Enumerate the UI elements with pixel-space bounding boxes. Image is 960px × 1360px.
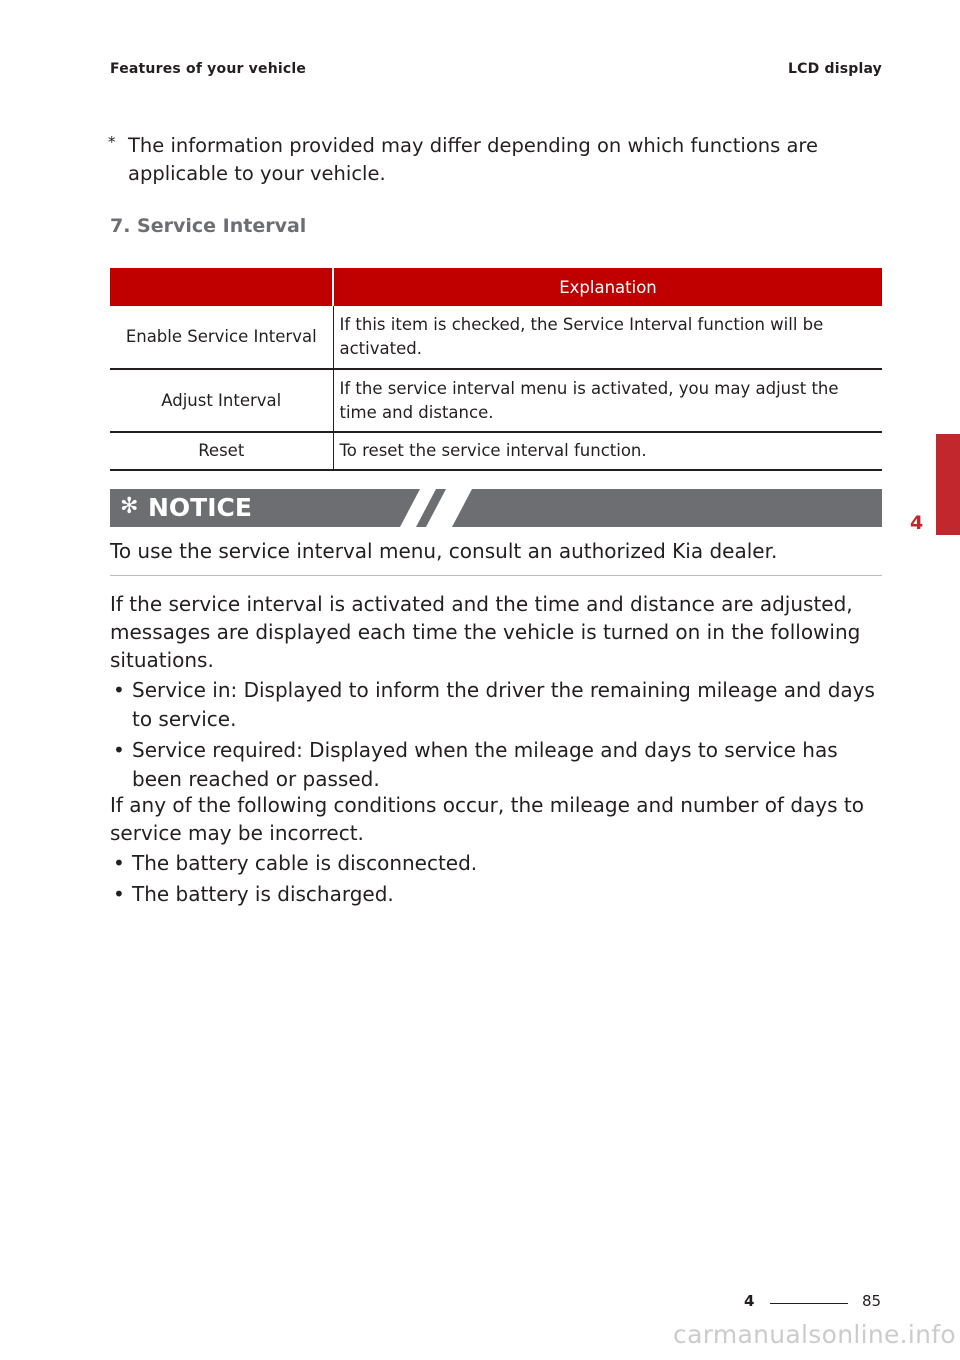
list-item: [110, 880, 882, 909]
table-row: [110, 369, 882, 432]
list-item-text: Service required: Displayed when the mileage and days to service has been reached or passed.: [132, 738, 838, 791]
table-header-row: [110, 268, 882, 306]
table-cell-explanation: If the service interval menu is activated, you may adjust the time and distance.: [333, 369, 882, 432]
list-item: [110, 849, 882, 878]
bullet-list: [110, 849, 882, 909]
asterisk-icon: ✻: [120, 494, 139, 519]
notice-title: NOTICE: [148, 493, 252, 522]
footnote-marker: *: [108, 133, 116, 151]
chapter-side-tab: [936, 434, 960, 535]
footer-section-number: 4: [744, 1292, 755, 1310]
footnote: [108, 132, 868, 188]
table-cell-explanation: If this item is checked, the Service Interval function will be activated.: [333, 306, 882, 369]
watermark: carmanualsonline.info: [673, 1320, 956, 1349]
bullet-glyph: •: [113, 738, 125, 762]
footnote-text: The information provided may differ depending on which functions are applicable to your vehicle.: [128, 134, 819, 185]
page-number: 85: [862, 1292, 882, 1310]
table-header-item: [110, 268, 333, 306]
table-header-explanation: Explanation: [333, 268, 882, 306]
body-block-2: [110, 791, 882, 909]
table-row: [110, 306, 882, 369]
table-cell-item: Adjust Interval: [110, 369, 333, 432]
list-item-text: The battery is discharged.: [132, 882, 394, 906]
table-row: [110, 432, 882, 470]
running-header-left: Features of your vehicle: [110, 61, 307, 77]
notice-banner: [110, 489, 882, 527]
list-item-text: The battery cable is disconnected.: [132, 851, 478, 875]
table-cell-item: Enable Service Interval: [110, 306, 333, 369]
bullet-list: [110, 676, 882, 794]
table-cell-item: Reset: [110, 432, 333, 470]
list-item: [110, 736, 882, 794]
chapter-side-number: 4: [910, 512, 924, 534]
bullet-glyph: •: [113, 678, 125, 702]
running-header-right: LCD display: [787, 61, 882, 77]
list-item-text: Service in: Displayed to inform the driver the remaining mileage and days to service.: [132, 678, 875, 731]
footer-divider: [770, 1303, 848, 1304]
section-title: 7. Service Interval: [110, 215, 307, 237]
body-block-1: [110, 590, 882, 794]
service-interval-table: [110, 268, 882, 471]
paragraph: If the service interval is activated and the time and distance are adjusted, messages are displayed each time the vehicle is turned on in the following situations.: [110, 592, 861, 672]
bullet-glyph: •: [113, 851, 125, 875]
notice-text: To use the service interval menu, consult an authorized Kia dealer.: [110, 539, 778, 563]
table-cell-explanation: To reset the service interval function.: [333, 432, 882, 470]
bullet-glyph: •: [113, 882, 125, 906]
diagonal-stripes-icon: [110, 489, 882, 527]
list-item: [110, 676, 882, 734]
notice-divider: [110, 575, 882, 576]
paragraph: If any of the following conditions occur, the mileage and number of days to service may be incorrect.: [110, 793, 864, 845]
